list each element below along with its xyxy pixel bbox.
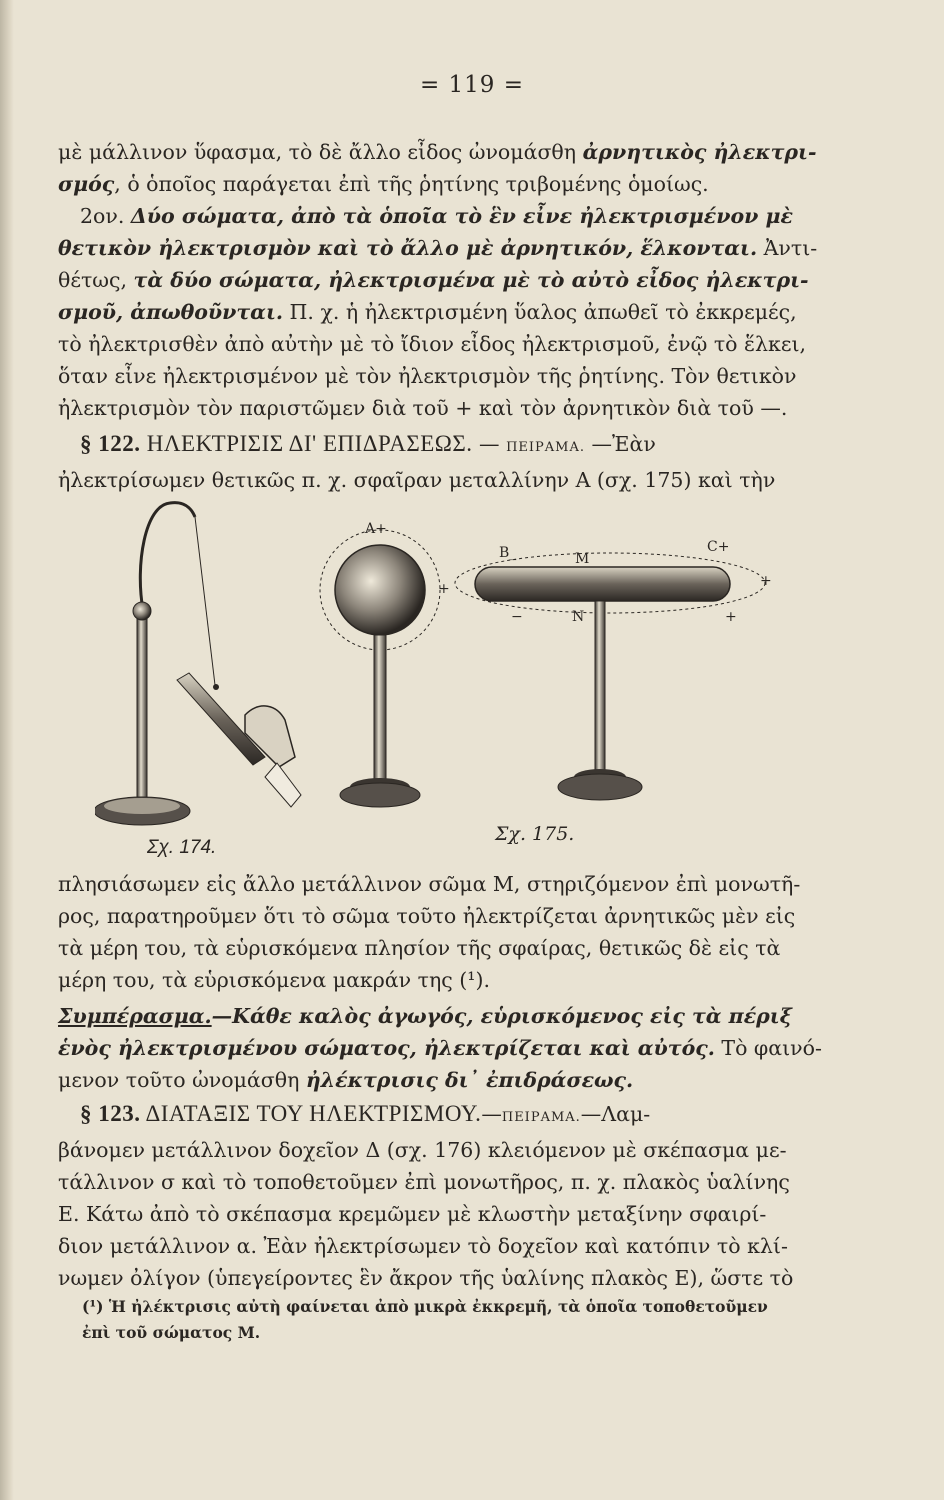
text-line: 2ον. Δύο σώματα, ἀπὸ τὰ ὁποῖα τὸ ἓν εἶνε ἠλεκτρισμένον μὲ [80, 204, 793, 228]
text-line: θετικὸν ἠλεκτρισμὸν καὶ τὸ ἄλλο μὲ ἀρνητικόν, ἕλκονται. Ἀντι- [58, 236, 818, 260]
figure-electroscope-illustrations [95, 495, 795, 865]
text-line: ὅταν εἶνε ἠλεκτρισμένον μὲ τὸν ἠλεκτρισμὸν τῆς ῥητίνης. Τὸν θετικὸν [58, 364, 797, 388]
figure-174-caption: Σχ. 174. [147, 837, 217, 858]
figure-175-induction [320, 521, 772, 845]
paragraph-conclusion [58, 1000, 838, 1096]
text-line: σμός, ὁ ὁποῖος παράγεται ἐπὶ τῆς ῥητίνης τριβομένης ὁμοίως. [58, 172, 709, 196]
label-B: B_ [499, 545, 517, 561]
text-line: τὸ ἠλεκτρισθὲν ἀπὸ αὐτὴν μὲ τὸ ἴδιον εἶδος ἠλεκτρισμοῦ, ἐνῷ τὸ ἕλκει, [58, 332, 807, 356]
section-122 [58, 428, 838, 496]
text-line: σμοῦ, ἀπωθοῦνται. Π. χ. ἡ ἠλεκτρισμένη ὕαλος ἀπωθεῖ τὸ ἐκκρεμές, [58, 300, 797, 324]
label-N: N [572, 609, 585, 625]
plus-sign: + [760, 573, 772, 589]
page-number: = 119 = [419, 72, 525, 98]
text-line: ἠλεκτρίσωμεν θετικῶς π. χ. σφαῖραν μεταλλίνην Α (σχ. 175) καὶ τὴν [58, 468, 776, 492]
minus-sign: − [511, 609, 523, 625]
text-line: διον μετάλλινον α. Ἐὰν ἠλεκτρίσωμεν τὸ δοχεῖον καὶ κατόπιν τὸ κλί- [58, 1234, 788, 1258]
text-line: τὰ μέρη του, τὰ εὑρισκόμενα πλησίον τῆς σφαίρας, θετικῶς δὲ εἰς τὰ [58, 936, 781, 960]
text-line: μὲ μάλλινον ὕφασμα, τὸ δὲ ἄλλο εἶδος ὠνομάσθη ἀρνητικὸς ἠλεκτρι- [58, 140, 817, 164]
plus-sign: + [725, 609, 737, 625]
text-line: ρος, παρατηροῦμεν ὅτι τὸ σῶμα τοῦτο ἠλεκτρίζεται ἀρνητικῶς μὲν εἰς [58, 904, 796, 928]
text-line: νωμεν ὀλίγον (ὑπεγείροντες ἓν ἄκρον τῆς ὑαλίνης πλακὸς Ε), ὥστε τὸ [58, 1266, 794, 1290]
paragraph-negative-electricity [58, 136, 838, 200]
footnote-line: ἐπὶ τοῦ σώματος Μ. [82, 1323, 261, 1342]
text-line: ἠλεκτρισμὸν τὸν παριστῶμεν διὰ τοῦ + καὶ τὸν ἀρνητικὸν διὰ τοῦ —. [58, 396, 788, 420]
label-C: C+ [707, 539, 730, 555]
text-line: ἑνὸς ἠλεκτρισμένου σώματος, ἠλεκτρίζεται καὶ αὐτός. Τὸ φαινό- [58, 1036, 822, 1060]
figure-175-caption: Σχ. 175. [495, 823, 575, 845]
text-line: βάνομεν μετάλλινον δοχεῖον Δ (σχ. 176) κλειόμενον μὲ σκέπασμα με- [58, 1138, 787, 1162]
footnote [82, 1294, 842, 1346]
section-heading: § 122. ΗΛΕΚΤΡΙΣΙΣ ΔΙ' ΕΠΙΔΡΑΣΕΩΣ. — ΠΕΙΡΑΜΑ. —Ἐὰν [80, 431, 656, 456]
text-line: πλησιάσωμεν εἰς ἄλλο μετάλλινον σῶμα Μ, στηριζόμενον ἐπὶ μονωτῆ- [58, 872, 801, 896]
text-line: τάλλινον σ καὶ τὸ τοποθετοῦμεν ἐπὶ μονωτῆρος, π. χ. πλακὸς ὑαλίνης [58, 1170, 790, 1194]
text-line: μενον τοῦτο ὠνομάσθη ἠλέκτρισις δι᾽ ἐπιδράσεως. [58, 1068, 634, 1092]
text-line: μέρη του, τὰ εὑρισκόμενα μακράν της (¹). [58, 968, 490, 992]
footnote-line: (¹) Ἡ ἠλέκτρισις αὐτὴ φαίνεται ἀπὸ μικρὰ ἐκκρεμῆ, τὰ ὁποῖα τοποθετοῦμεν [82, 1297, 768, 1316]
section-123 [58, 1098, 838, 1294]
text-line: θέτως, τὰ δύο σώματα, ἠλεκτρισμένα μὲ τὸ αὐτὸ εἶδος ἠλεκτρι- [58, 268, 809, 292]
figure-174-pendulum [95, 503, 301, 858]
paragraph-induction-result [58, 868, 838, 996]
text-line: Ε. Κάτω ἀπὸ τὸ σκέπασμα κρεμῶμεν μὲ κλωστὴν μεταξίνην σφαιρί- [58, 1202, 767, 1226]
paragraph-rule-two [58, 200, 838, 424]
text-line: Συμπέρασμα.—Κάθε καλὸς ἀγωγός, εὑρισκόμενος εἰς τὰ πέριξ [58, 1004, 792, 1028]
label-sphere-A: A+ [365, 521, 387, 537]
plus-sign: + [438, 581, 450, 597]
section-heading: § 123. ΔΙΑΤΑΞΙΣ ΤΟΥ ΗΛΕΚΤΡΙΣΜΟΥ.—ΠΕΙΡΑΜΑ.—Λαμ- [80, 1101, 651, 1126]
label-M: M [575, 551, 590, 567]
